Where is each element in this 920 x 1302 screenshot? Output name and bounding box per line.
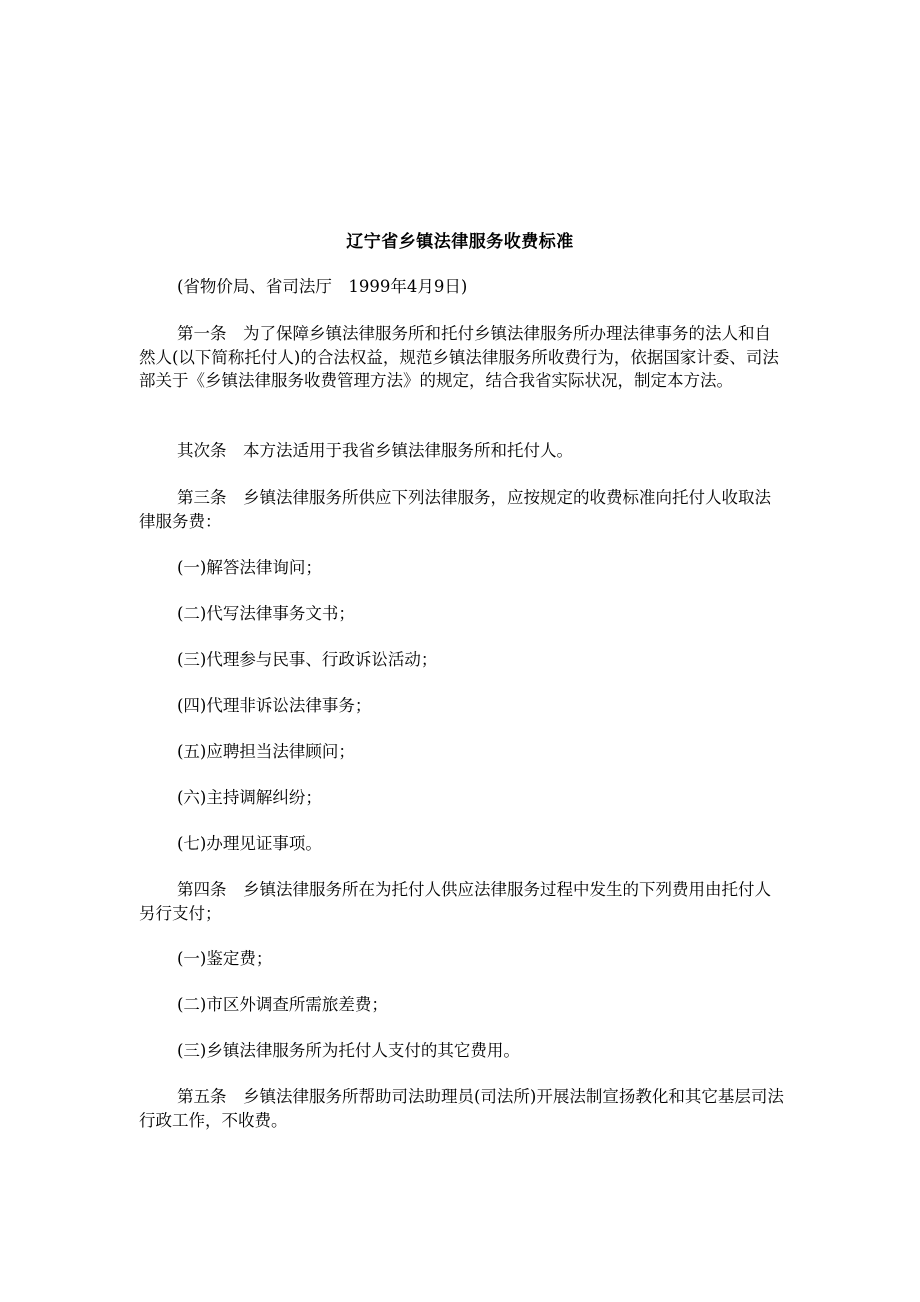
article-4: 第四条 乡镇法律服务所在为托付人供应法律服务过程中发生的下列费用由托付人另行支付； [139, 880, 771, 923]
article-3-item: (七)办理见证事项。 [177, 834, 322, 853]
article-3-item: (四)代理非诉讼法律事务； [177, 696, 372, 715]
article-2: 其次条 本方法适用于我省乡镇法律服务所和托付人。 [177, 441, 573, 460]
article-3-item: (二)代写法律事务文书； [177, 604, 355, 623]
article-4-item: (三)乡镇法律服务所为托付人支付的其它费用。 [177, 1041, 520, 1060]
article-5: 第五条 乡镇法律服务所帮助司法助理员(司法所)开展法制宣扬教化和其它基层司法行政工作，不收费。 [139, 1087, 784, 1130]
article-3-item: (六)主持调解纠纷； [177, 788, 322, 807]
article-3-item: (三)代理参与民事、行政诉讼活动； [177, 650, 438, 669]
document-source: (省物价局、省司法厅 1999年4月9日) [177, 277, 468, 296]
article-3-item: (一)解答法律询问； [177, 558, 322, 577]
article-4-item: (一)鉴定费； [177, 949, 273, 968]
article-3: 第三条 乡镇法律服务所供应下列法律服务，应按规定的收费标准向托付人收取法律服务费： [139, 488, 771, 531]
article-3-item: (五)应聘担当法律顾问； [177, 742, 355, 761]
document-title: 辽宁省乡镇法律服务收费标准 [346, 232, 574, 252]
article-1: 第一条 为了保障乡镇法律服务所和托付乡镇法律服务所办理法律事务的法人和自然人(以下简称托付人)的合法权益，规范乡镇法律服务所收费行为，依据国家计委、司法部关于《乡镇法律服务收费管理方法》的规定，结合我省实际状况，制定本方法。 [139, 324, 779, 390]
article-4-item: (二)市区外调查所需旅差费； [177, 995, 388, 1014]
